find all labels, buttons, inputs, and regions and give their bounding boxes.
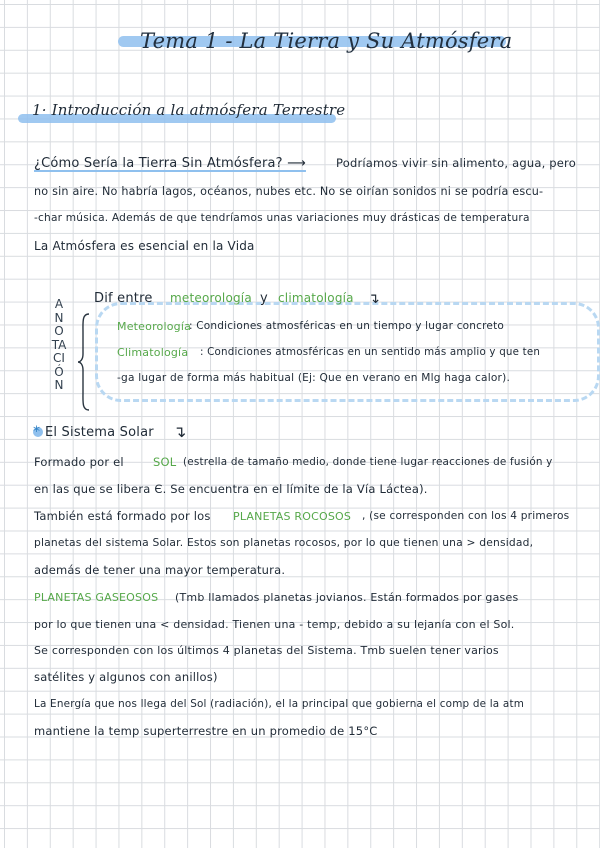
page-title: Tema 1 - La Tierra y Su Atmósfera (140, 29, 513, 53)
body-line5: además de tener una mayor temperatura. (34, 563, 286, 577)
body-line3-end: , (se corresponden con los 4 primeros (362, 510, 570, 522)
body-line11: mantiene la temp superterrestre en un promedio de 15°C (34, 724, 378, 738)
annotation-line3: -ga lugar de forma más habitual (Ej: Que en verano en Mlg haga calor). (117, 372, 511, 384)
annotation-line2-text: : Condiciones atmosféricas en un sentido más amplio y que ten (200, 346, 541, 358)
annotation-line1-text: : Condiciones atmosféricas en un tiempo y lugar concreto (189, 320, 505, 332)
annotation-term2: climatología (278, 291, 354, 305)
body-line8: Se corresponden con los últimos 4 planetas del Sistema. Tmb suelen tener varios (34, 644, 499, 657)
body-line1-start: Formado por el (34, 455, 124, 469)
body-line3-start: También está formado por los (34, 509, 211, 523)
para1-line4: La Atmósfera es esencial en la Vida (34, 239, 255, 253)
para1-line1: Podríamos vivir sin alimento, agua, pero (336, 156, 576, 170)
body-line2: en las que se libera Є. Se encuentra en el límite de la Vía Láctea). (34, 482, 428, 496)
annotation-arrow-icon: ↴ (368, 291, 380, 307)
body-sol: SOL (153, 455, 177, 469)
body-rocosos-term: PLANETAS ROCOSOS (233, 510, 352, 523)
annotation-term1: meteorología (170, 291, 252, 305)
para1-line3: -char música. Además de que tendríamos unas variaciones muy drásticas de temperatura (34, 212, 530, 224)
annotation-line2-term: Climatología (117, 346, 189, 359)
annotation-connector: y (260, 291, 268, 306)
body-line7: por lo que tienen una < densidad. Tienen una - temp, debido a su lejanía con el Sol. (34, 618, 515, 631)
body-line4: planetas del sistema Solar. Estos son planetas rocosos, por lo que tienen una > densidad, (34, 536, 534, 549)
annotation-vertical-label: ANOTACIÓN (51, 297, 67, 392)
body-line10: La Energía que nos llega del Sol (radiación), el la principal que gobierna el comp de la atm (34, 698, 525, 710)
body-line9: satélites y algunos con anillos) (34, 670, 218, 684)
annotation-heading-prefix: Dif entre (94, 291, 153, 306)
question-text: ¿Cómo Sería la Tierra Sin Atmósfera? ⟶ (34, 156, 306, 171)
body-line1-end: (estrella de tamaño medio, donde tiene lugar reacciones de fusión y (183, 456, 553, 468)
section2-bullet: * (33, 424, 41, 440)
para1-line2: no sin aire. No habría lagos, océanos, nubes etc. No se oirían sonidos ni se podría escu- (34, 185, 544, 198)
body-line6-end: (Tmb llamados planetas jovianos. Están formados por gases (175, 591, 519, 604)
annotation-line1-term: Meteorología (117, 320, 192, 333)
body-gaseosos-term: PLANETAS GASEOSOS (34, 591, 159, 604)
section2-title: El Sistema Solar (45, 425, 154, 440)
section1-heading: 1· Introducción a la atmósfera Terrestre (32, 101, 346, 119)
section2-arrow-icon: ↴ (173, 422, 187, 441)
curly-brace (77, 312, 91, 412)
